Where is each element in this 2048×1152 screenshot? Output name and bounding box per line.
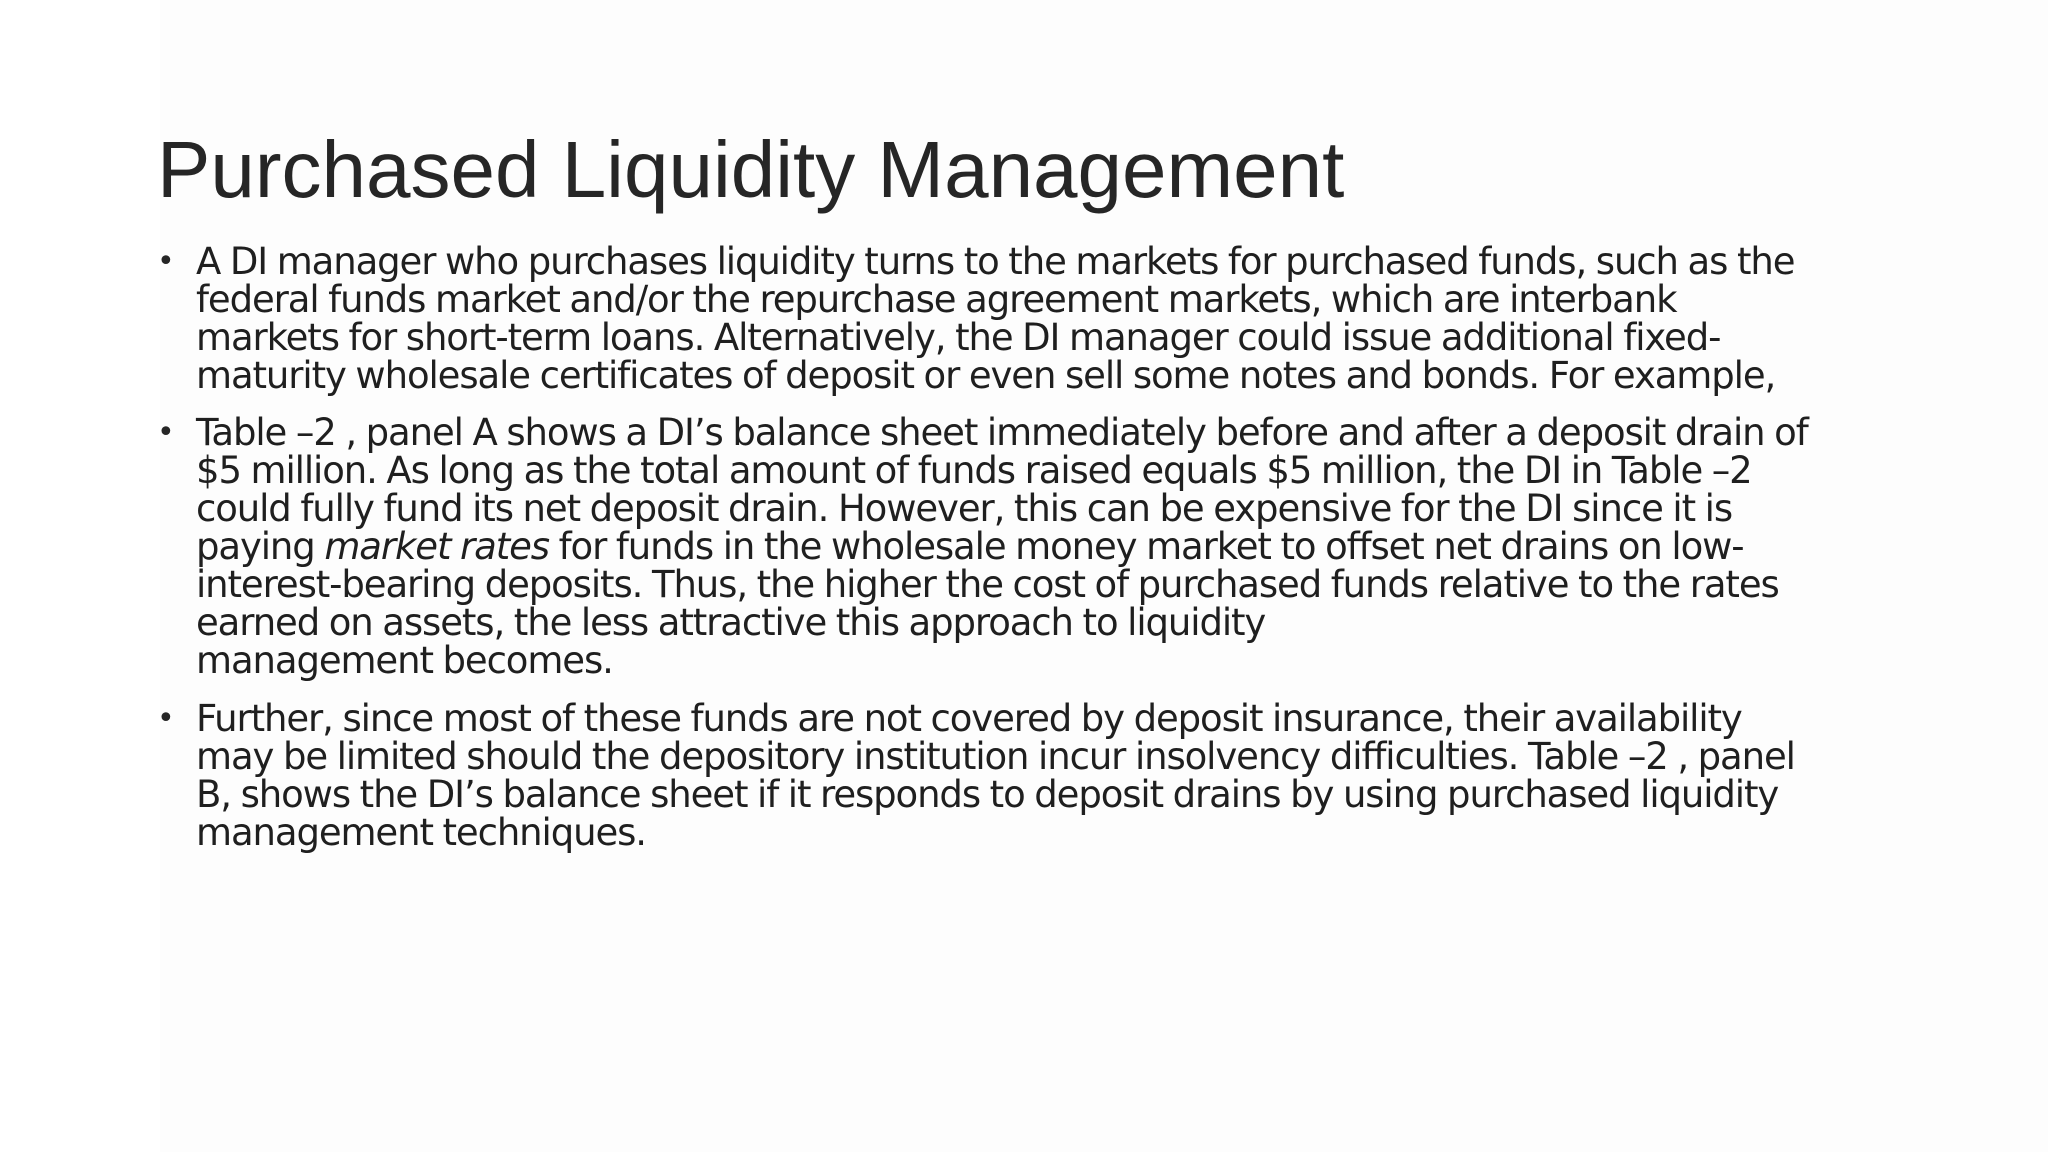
bullet-dot-icon: • — [157, 701, 175, 736]
text-line: Table –2 , panel A shows a DI’s balance sheet immediately before and after a deposit drain of — [196, 411, 1808, 454]
slide-title: Purchased Liquidity Management — [157, 125, 1345, 214]
text-line: management becomes. — [196, 639, 613, 682]
text-segment: for funds in the wholesale money market to offset net drains on low- — [548, 525, 1744, 568]
text-line — [196, 525, 1941, 568]
text-line: B, shows the DI’s balance sheet if it responds to deposit drains by using purchased liquidity — [196, 773, 1779, 816]
text-line: federal funds market and/or the repurchase agreement markets, which are interbank — [196, 278, 1677, 321]
bullet-text — [196, 697, 1941, 854]
text-line: interest-bearing deposits. Thus, the higher the cost of purchased funds relative to the rates — [196, 563, 1779, 606]
text-line: management techniques. — [196, 811, 646, 854]
text-segment: paying — [196, 525, 325, 568]
text-line: $5 million. As long as the total amount of funds raised equals $5 million, the DI in Table –2 — [196, 449, 1752, 492]
bullet-text — [196, 411, 1941, 682]
bullet-dot-icon: • — [157, 415, 175, 450]
text-line: A DI manager who purchases liquidity turns to the markets for purchased funds, such as the — [196, 240, 1795, 283]
text-line: Further, since most of these funds are not covered by deposit insurance, their availability — [196, 697, 1742, 740]
text-line: earned on assets, the less attractive this approach to liquidity — [196, 601, 1266, 644]
bullet-text — [196, 240, 1941, 397]
text-line: could fully fund its net deposit drain. However, this can be expensive for the DI since it is — [196, 487, 1732, 530]
italic-term: market rates — [324, 525, 549, 568]
text-line: maturity wholesale certificates of deposit or even sell some notes and bonds. For example, — [196, 354, 1776, 397]
text-line: may be limited should the depository institution incur insolvency difficulties. Table –2 , panel — [196, 735, 1795, 778]
text-line: markets for short-term loans. Alternatively, the DI manager could issue additional fixed- — [196, 316, 1721, 359]
bullet-dot-icon: • — [157, 244, 175, 279]
